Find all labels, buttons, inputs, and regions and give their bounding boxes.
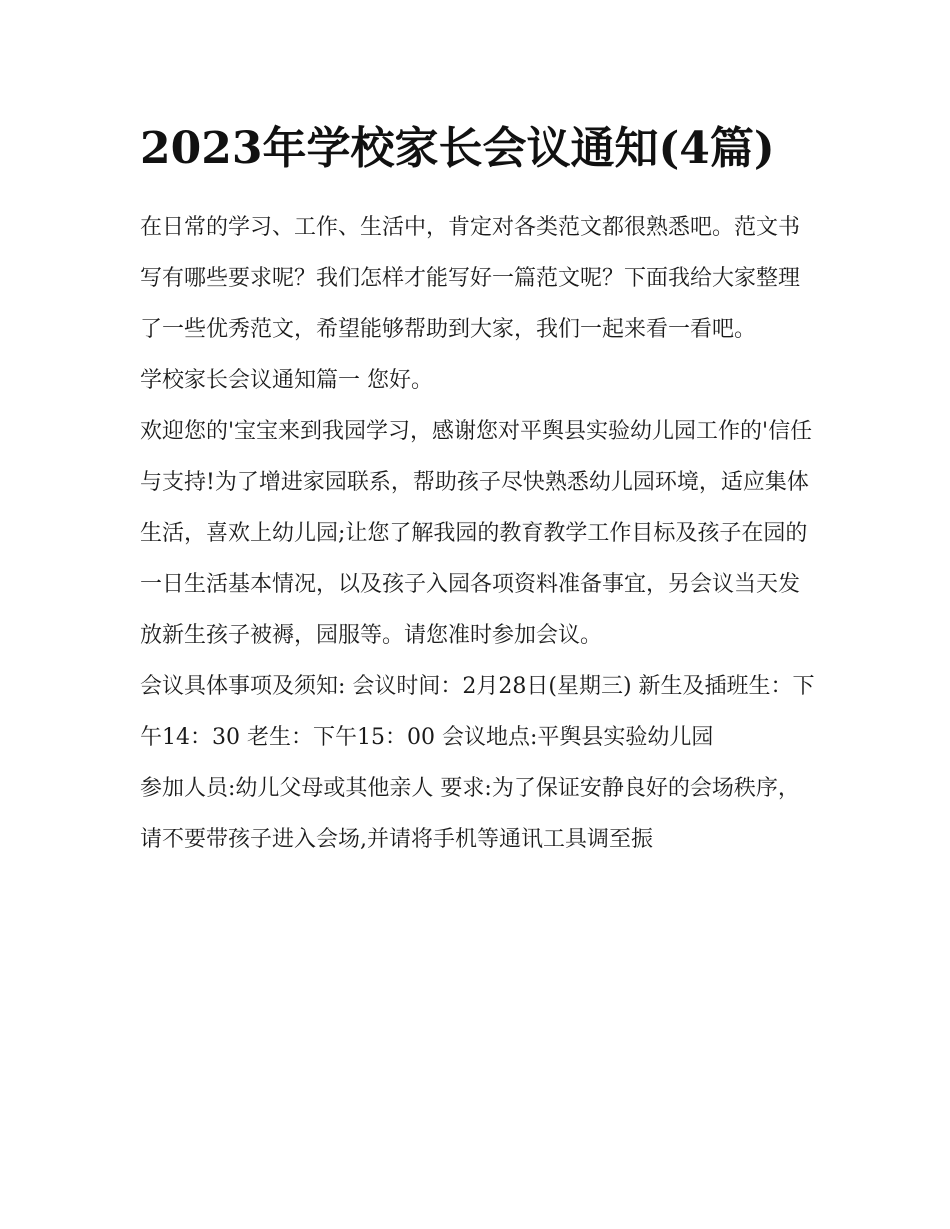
welcome-paragraph: 欢迎您的'宝宝来到我园学习，感谢您对平舆县实验幼儿园工作的'信任与支持!为了增进家园联系，帮助孩子尽快熟悉幼儿园环境，适应集体生活，喜欢上幼儿园;让您了解我园的教育教学工作目标及孩子在园的一日生活基本情况，以及孩子入园各项资料准备事宜，另会议当天发放新生孩子被褥，园服等。请您准时参加会议。 [140, 419, 813, 648]
intro-paragraph: 在日常的学习、工作、生活中，肯定对各类范文都很熟悉吧。范文书写有哪些要求呢？我们怎样才能写好一篇范文呢？下面我给大家整理了一些优秀范文，希望能够帮助到大家，我们一起来看一看吧。 [140, 215, 801, 342]
attendees-paragraph: 参加人员:幼儿父母或其他亲人 要求:为了保证安静良好的会场秩序，请不要带孩子进入会场,并请将手机等通讯工具调至振 [140, 776, 800, 852]
document-title: 2023年学校家长会议通知(4篇) [140, 123, 775, 174]
meeting-details-paragraph: 会议具体事项及须知: 会议时间：2月28日(星期三) 新生及插班生：下午14：30 老生：下午15：00 会议地点:平舆县实验幼儿园 [140, 674, 815, 750]
section-heading-paragraph: 学校家长会议通知篇一 您好。 [140, 368, 433, 393]
document-body [140, 118, 816, 865]
